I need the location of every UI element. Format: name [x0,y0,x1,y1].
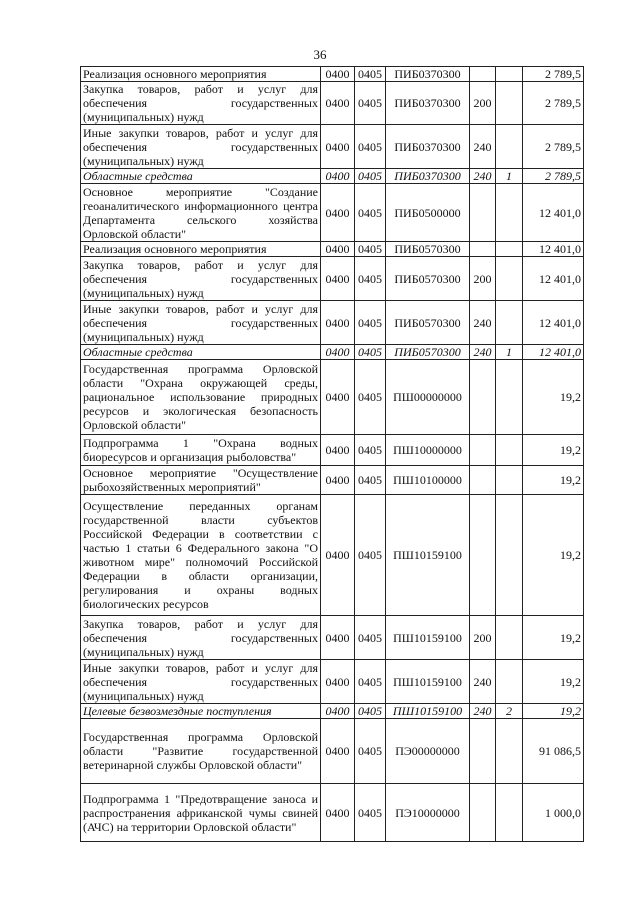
funding-source-code [496,184,523,242]
section-code: 0400 [321,495,355,616]
expense-type-code: 240 [470,660,496,704]
funding-source-code [496,125,523,169]
table-row [81,169,584,184]
funding-source-code [496,466,523,495]
expense-type-code [470,360,496,435]
amount: 2 789,5 [523,67,584,82]
target-article-code: ПШ10159100 [386,495,470,616]
funding-source-code [496,301,523,345]
row-name: Иные закупки товаров, работ и услуг для обеспечения государственных (муниципальных) нужд [81,301,321,345]
table-row [81,784,584,842]
target-article-code: ПЭ00000000 [386,719,470,784]
amount: 19,2 [523,466,584,495]
table-row [81,616,584,660]
expense-type-code [470,242,496,257]
subsection-code: 0405 [355,719,386,784]
amount: 2 789,5 [523,169,584,184]
section-code: 0400 [321,616,355,660]
section-code: 0400 [321,67,355,82]
table-row [81,360,584,435]
target-article-code: ПШ10159100 [386,704,470,719]
target-article-code: ПШ00000000 [386,360,470,435]
amount: 91 086,5 [523,719,584,784]
funding-source-code [496,435,523,466]
target-article-code: ПЭ10000000 [386,784,470,842]
table-row [81,301,584,345]
section-code: 0400 [321,784,355,842]
funding-source-code [496,257,523,301]
row-name: Иные закупки товаров, работ и услуг для обеспечения государственных (муниципальных) нужд [81,125,321,169]
section-code: 0400 [321,125,355,169]
row-name: Закупка товаров, работ и услуг для обеспечения государственных (муниципальных) нужд [81,616,321,660]
amount: 19,2 [523,704,584,719]
expense-type-code [470,719,496,784]
subsection-code: 0405 [355,704,386,719]
subsection-code: 0405 [355,616,386,660]
section-code: 0400 [321,345,355,360]
section-code: 0400 [321,435,355,466]
amount: 19,2 [523,616,584,660]
page-number: 36 [313,47,327,62]
subsection-code: 0405 [355,242,386,257]
subsection-code: 0405 [355,495,386,616]
target-article-code: ПШ10159100 [386,660,470,704]
subsection-code: 0405 [355,345,386,360]
target-article-code: ПИБ0500000 [386,184,470,242]
subsection-code: 0405 [355,301,386,345]
subsection-code: 0405 [355,67,386,82]
subsection-code: 0405 [355,125,386,169]
expense-type-code [470,466,496,495]
expense-type-code: 240 [470,125,496,169]
row-name: Подпрограмма 1 "Предотвращение заноса и распространения африканской чумы свиней (АЧС) на территории Орловской области" [81,784,321,842]
funding-source-code [496,784,523,842]
funding-source-code [496,360,523,435]
subsection-code: 0405 [355,184,386,242]
expense-type-code: 200 [470,257,496,301]
expense-type-code: 240 [470,704,496,719]
expense-type-code [470,184,496,242]
funding-source-code [496,242,523,257]
expense-type-code: 240 [470,345,496,360]
expense-type-code [470,67,496,82]
section-code: 0400 [321,466,355,495]
row-name: Реализация основного мероприятия [81,67,321,82]
funding-source-code [496,719,523,784]
amount: 19,2 [523,360,584,435]
row-name: Областные средства [81,345,321,360]
amount: 12 401,0 [523,242,584,257]
row-name: Закупка товаров, работ и услуг для обеспечения государственных (муниципальных) нужд [81,257,321,301]
subsection-code: 0405 [355,784,386,842]
section-code: 0400 [321,82,355,125]
target-article-code: ПИБ0370300 [386,125,470,169]
funding-source-code: 1 [496,345,523,360]
amount: 12 401,0 [523,184,584,242]
funding-source-code [496,82,523,125]
subsection-code: 0405 [355,435,386,466]
row-name: Подпрограмма 1 "Охрана водных биоресурсов и организация рыболовства" [81,435,321,466]
table-row [81,495,584,616]
target-article-code: ПИБ0570300 [386,345,470,360]
target-article-code: ПИБ0370300 [386,82,470,125]
section-code: 0400 [321,719,355,784]
expense-type-code [470,784,496,842]
row-name: Основное мероприятие "Создание геоаналитического информационного центра Департамента сельского хозяйства Орловской области" [81,184,321,242]
target-article-code: ПШ10000000 [386,435,470,466]
target-article-code: ПШ10159100 [386,616,470,660]
table-row [81,242,584,257]
table-row [81,345,584,360]
amount: 2 789,5 [523,125,584,169]
target-article-code: ПИБ0370300 [386,169,470,184]
row-name: Иные закупки товаров, работ и услуг для обеспечения государственных (муниципальных) нужд [81,660,321,704]
expense-type-code: 200 [470,82,496,125]
table-row [81,435,584,466]
row-name: Областные средства [81,169,321,184]
amount: 19,2 [523,495,584,616]
section-code: 0400 [321,242,355,257]
subsection-code: 0405 [355,360,386,435]
expense-type-code: 240 [470,301,496,345]
table-body [81,67,584,842]
funding-source-code [496,616,523,660]
subsection-code: 0405 [355,82,386,125]
subsection-code: 0405 [355,257,386,301]
amount: 19,2 [523,435,584,466]
section-code: 0400 [321,360,355,435]
table-row [81,125,584,169]
table-row [81,719,584,784]
amount: 12 401,0 [523,345,584,360]
subsection-code: 0405 [355,466,386,495]
row-name: Осуществление переданных органам государственной власти субъектов Российской Федерации в соответствии с частью 1 статьи 6 Федерального закона "О животном мире" полномочий Российской Федерации в области организации, регулирования и охраны водных биологических ресурсов [81,495,321,616]
table-row [81,704,584,719]
subsection-code: 0405 [355,169,386,184]
row-name: Реализация основного мероприятия [81,242,321,257]
funding-source-code: 2 [496,704,523,719]
section-code: 0400 [321,704,355,719]
table-row [81,184,584,242]
row-name: Государственная программа Орловской области "Развитие государственной ветеринарной службы Орловской области" [81,719,321,784]
table-row [81,67,584,82]
funding-source-code [496,495,523,616]
amount: 1 000,0 [523,784,584,842]
row-name: Целевые безвозмездные поступления [81,704,321,719]
funding-source-code: 1 [496,169,523,184]
subsection-code: 0405 [355,660,386,704]
amount: 19,2 [523,660,584,704]
amount: 2 789,5 [523,82,584,125]
row-name: Основное мероприятие "Осуществление рыбохозяйственных мероприятий" [81,466,321,495]
target-article-code: ПИБ0570300 [386,257,470,301]
section-code: 0400 [321,169,355,184]
amount: 12 401,0 [523,257,584,301]
funding-source-code [496,67,523,82]
table-row [81,257,584,301]
expense-type-code [470,435,496,466]
row-name: Закупка товаров, работ и услуг для обеспечения государственных (муниципальных) нужд [81,82,321,125]
table-row [81,466,584,495]
target-article-code: ПИБ0370300 [386,67,470,82]
expense-type-code: 200 [470,616,496,660]
expense-type-code: 240 [470,169,496,184]
funding-source-code [496,660,523,704]
section-code: 0400 [321,257,355,301]
amount: 12 401,0 [523,301,584,345]
table-row [81,660,584,704]
target-article-code: ПИБ0570300 [386,301,470,345]
budget-table [80,66,584,842]
section-code: 0400 [321,660,355,704]
expense-type-code [470,495,496,616]
target-article-code: ПИБ0570300 [386,242,470,257]
target-article-code: ПШ10100000 [386,466,470,495]
table-row [81,82,584,125]
row-name: Государственная программа Орловской области "Охрана окружающей среды, рациональное использование природных ресурсов и экологическая безопасность Орловской области" [81,360,321,435]
section-code: 0400 [321,184,355,242]
section-code: 0400 [321,301,355,345]
